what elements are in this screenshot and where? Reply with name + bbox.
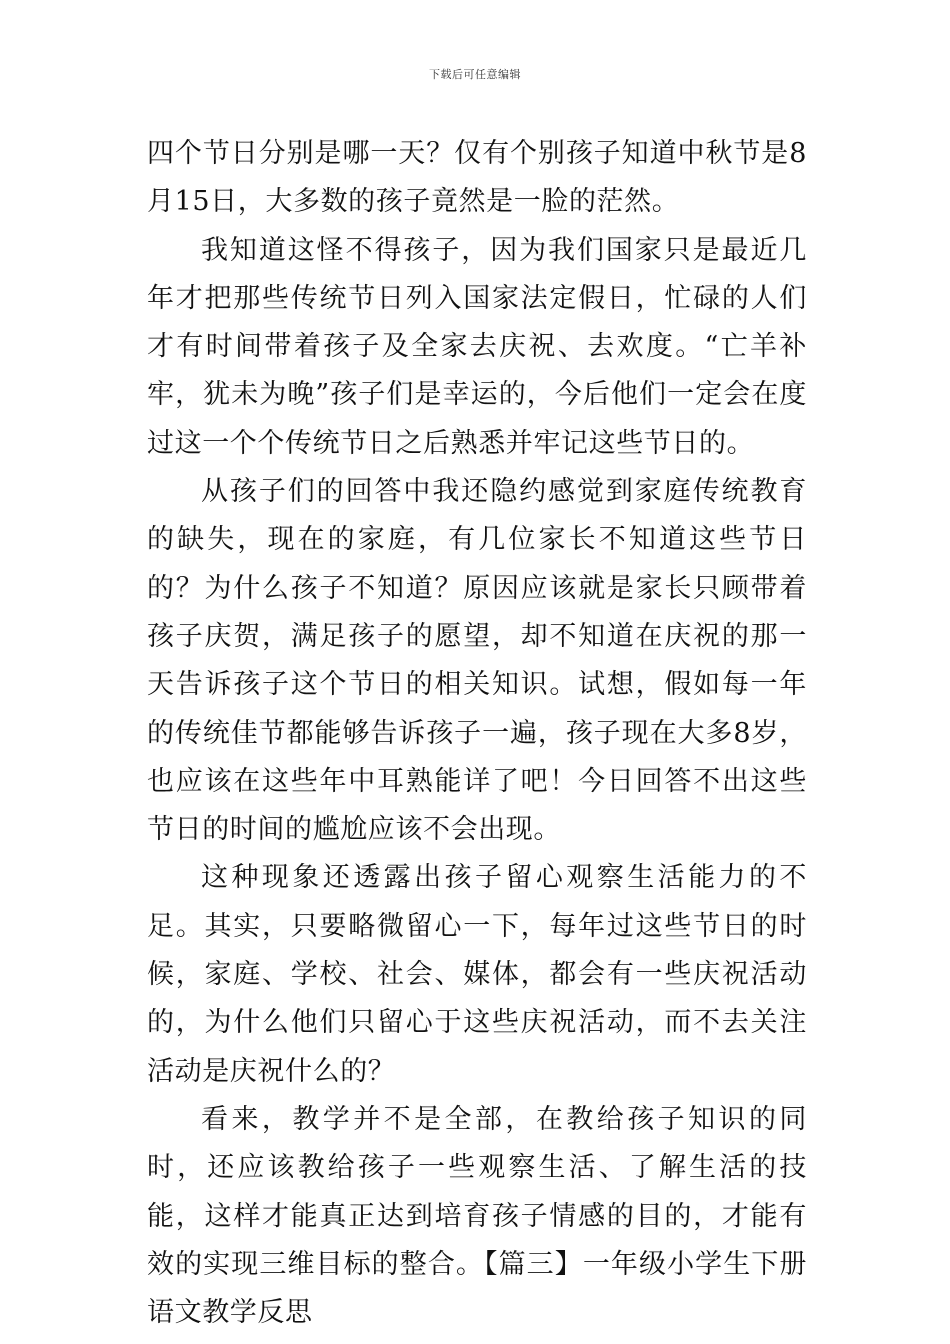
page-header-note: 下载后可任意编辑 bbox=[429, 68, 521, 81]
paragraph-3: 从孩子们的回答中我还隐约感觉到家庭传统教育的缺失，现在的家庭，有几位家长不知道这些节日的？为什么孩子不知道？原因应该就是家长只顾带着孩子庆贺，满足孩子的愿望，却不知道在庆祝的那一天告诉孩子这个节日的相关知识。试想，假如每一年的传统佳节都能够告诉孩子一遍，孩子现在大多8岁，也应该在这些年中耳熟能详了吧！今日回答不出这些节日的时间的尴尬应该不会出现。 bbox=[147, 476, 807, 846]
paragraph-2: 我知道这怪不得孩子，因为我们国家只是最近几年才把那些传统节日列入国家法定假日，忙碌的人们才有时间带着孩子及全家去庆祝、去欢度。“亡羊补牢，犹未为晚”孩子们是幸运的，今后他们一定会在度过这一个个传统节日之后熟悉并牢记这些节日的。 bbox=[147, 234, 807, 459]
paragraph-1: 四个节日分别是哪一天？仅有个别孩子知道中秋节是8月15日，大多数的孩子竟然是一脸的茫然。 bbox=[147, 138, 807, 218]
paragraph-5: 看来，教学并不是全部，在教给孩子知识的同时，还应该教给孩子一些观察生活、了解生活的技能，这样才能真正达到培育孩子情感的目的，才能有效的实现三维目标的整合。【篇三】一年级小学生下册语文教学反思 bbox=[147, 1103, 807, 1329]
paragraph-4: 这种现象还透露出孩子留心观察生活能力的不足。其实，只要略微留心一下，每年过这些节日的时候，家庭、学校、社会、媒体，都会有一些庆祝活动的，为什么他们只留心于这些庆祝活动，而不去关注活动是庆祝什么的？ bbox=[147, 862, 807, 1087]
document-body bbox=[147, 130, 807, 1337]
